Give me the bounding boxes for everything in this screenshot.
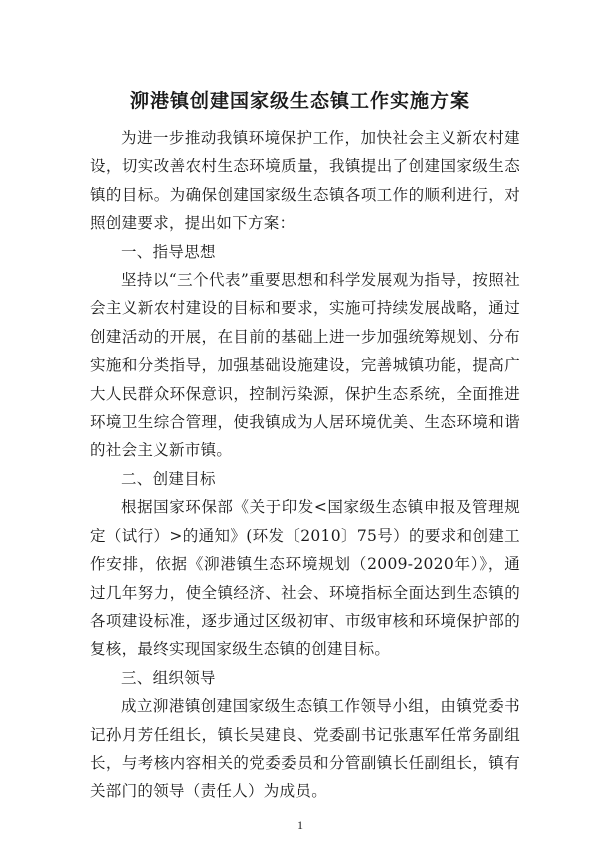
section-heading-goals: 二、创建目标 xyxy=(121,469,216,488)
page-number: 1 xyxy=(297,818,303,832)
section-text-goals: 根据国家环保部《关于印发<国家级生态镇申报及管理规定（试行）>的通知》(环发〔2010〕75号）的要求和创建工作安排，依据《泖港镇生态环境规划（2009-2020年）》，通过几年努力，使全镇经济、社会、环境指标全面达到生态镇的各项建设标准，逐步通过区级初审、市级审核和环境保护部的复核，最终实现国家级生态镇的创建目标。 xyxy=(90,498,520,659)
document-title: 泖港镇创建国家级生态镇工作实施方案 xyxy=(129,90,470,112)
section-text-guiding-thought: 坚持以“三个代表”重要思想和科学发展观为指导，按照社会主义新农村建设的目标和要求，实施可持续发展战略，通过创建活动的开展，在目前的基础上进一步加强统筹规划、分布实施和分类指导，加强基础设施建设，完善城镇功能，提高广大人民群众环保意识，控制污染源，保护生态系统，全面推进环境卫生综合管理，使我镇成为人居环境优美、生态环境和谐的社会主义新市镇。 xyxy=(90,271,520,460)
intro-paragraph: 为进一步推动我镇环境保护工作，加快社会主义新农村建设，切实改善农村生态环境质量，我镇提出了创建国家级生态镇的目标。为确保创建国家级生态镇各项工作的顺利进行，对照创建要求，提出如下方案： xyxy=(90,129,520,233)
section-heading-leadership: 三、组织领导 xyxy=(121,668,216,687)
section-text-leadership: 成立泖港镇创建国家级生态镇工作领导小组，由镇党委书记孙月芳任组长，镇长吴建良、党委副书记张惠军任常务副组长，与考核内容相关的党委委员和分管副镇长任副组长，镇有关部门的领导（责任人）为成员。 xyxy=(90,697,520,801)
section-heading-guiding-thought: 一、指导思想 xyxy=(121,242,216,261)
document-body xyxy=(90,124,520,806)
